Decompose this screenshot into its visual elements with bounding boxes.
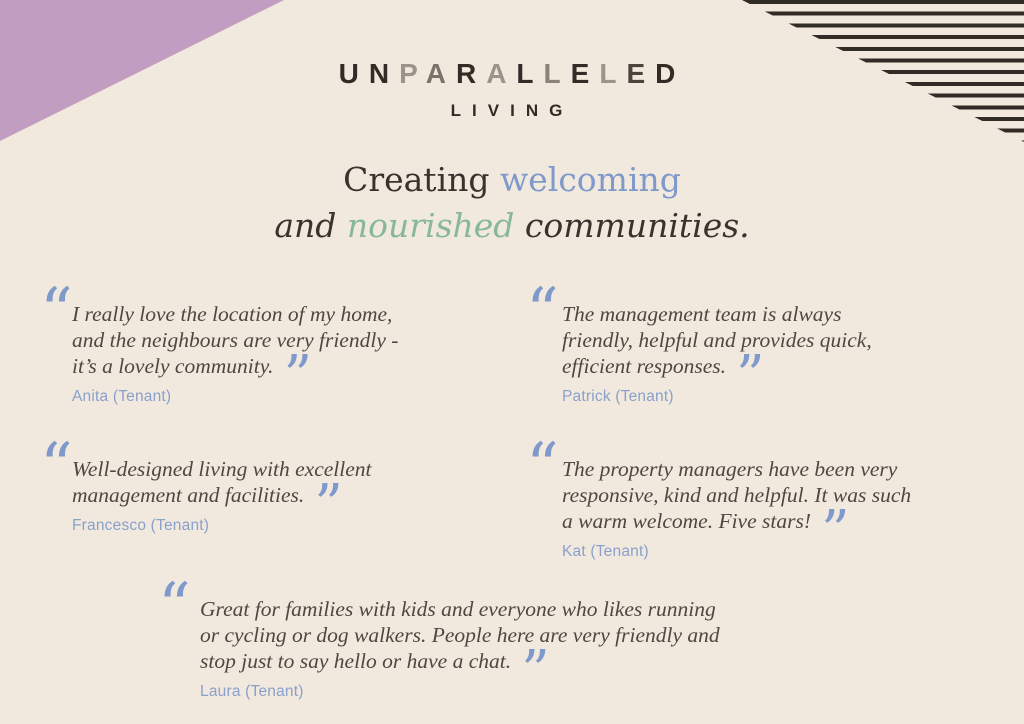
quote-line: [72, 301, 398, 327]
logo-letter: L: [516, 58, 544, 89]
logo-letter: A: [425, 58, 456, 89]
quote-line-text: it’s a lovely community.: [72, 354, 274, 378]
quote-line: [200, 596, 720, 622]
quote-line-text: I really love the location of my home,: [72, 302, 393, 326]
open-quote-icon: “: [526, 430, 559, 504]
headline-word-nourished: nourished: [346, 206, 515, 245]
testimonial-quote-anita: [40, 275, 399, 409]
open-quote-icon: “: [526, 275, 559, 349]
quote-line: [562, 301, 872, 327]
headline-segment: and: [274, 206, 347, 245]
quote-line-text: Well-designed living with excellent: [72, 457, 372, 481]
quote-line-text: management and facilities.: [72, 483, 305, 507]
logo-letter: L: [543, 58, 571, 89]
logo-letter: L: [599, 58, 627, 89]
open-quote-icon: “: [40, 430, 73, 504]
quote-author: Laura (Tenant): [200, 683, 304, 700]
quote-line: [72, 327, 398, 353]
quote-author: Patrick (Tenant): [562, 388, 674, 405]
quote-line-text: stop just to say hello or have a chat.: [200, 649, 512, 673]
testimonial-quote-laura: [158, 570, 720, 704]
quote-line-text: The management team is always: [562, 302, 842, 326]
quote-line-text: efficient responses.: [562, 354, 727, 378]
headline-line-2: [0, 203, 1024, 249]
testimonial-quote-kat: [526, 430, 912, 564]
logo-letter: D: [655, 58, 686, 89]
logo-letter: R: [455, 58, 487, 89]
testimonial-quote-patrick: [526, 275, 872, 409]
headline-line-1: [0, 157, 1024, 203]
quote-line-text: The property managers have been very: [562, 457, 898, 481]
logo-letter: E: [626, 58, 656, 89]
quote-author: Francesco (Tenant): [72, 517, 210, 534]
headline-segment: communities.: [514, 206, 750, 245]
logo: [0, 58, 1024, 121]
quote-author: Anita (Tenant): [72, 388, 172, 405]
close-quote-icon: ”: [283, 344, 313, 409]
headline-segment: Creating: [343, 160, 500, 199]
close-quote-icon: ”: [821, 499, 850, 564]
open-quote-icon: “: [158, 570, 191, 644]
testimonial-quote-francesco: [40, 430, 372, 538]
close-quote-icon: ”: [314, 473, 343, 538]
open-quote-icon: “: [40, 275, 73, 349]
headline: [0, 157, 1024, 249]
quote-line: [562, 327, 872, 353]
close-quote-icon: ”: [736, 344, 765, 409]
quote-line: [562, 456, 911, 482]
quote-line: [562, 482, 911, 508]
logo-letter: E: [570, 58, 600, 89]
logo-letter: N: [368, 58, 400, 89]
logo-letter: U: [338, 58, 369, 89]
quote-line-text: Great for families with kids and everyone who likes running: [200, 597, 716, 621]
quote-line-text: friendly, helpful and provides quick,: [562, 328, 872, 352]
logo-wordmark: [0, 58, 1024, 90]
headline-word-welcoming: welcoming: [500, 160, 681, 199]
logo-subtitle: LIVING: [450, 101, 574, 120]
quote-line-text: responsive, kind and helpful. It was such: [562, 483, 912, 507]
logo-letter: P: [399, 58, 426, 89]
quote-line-text: a warm welcome. Five stars!: [562, 509, 812, 533]
logo-letter: A: [486, 58, 517, 89]
quote-author: Kat (Tenant): [562, 543, 649, 560]
close-quote-icon: ”: [521, 639, 550, 704]
quote-line-text: and the neighbours are very friendly -: [72, 328, 399, 352]
quote-line-text: or cycling or dog walkers. People here are very friendly and: [200, 623, 720, 647]
quote-line: [200, 622, 720, 648]
